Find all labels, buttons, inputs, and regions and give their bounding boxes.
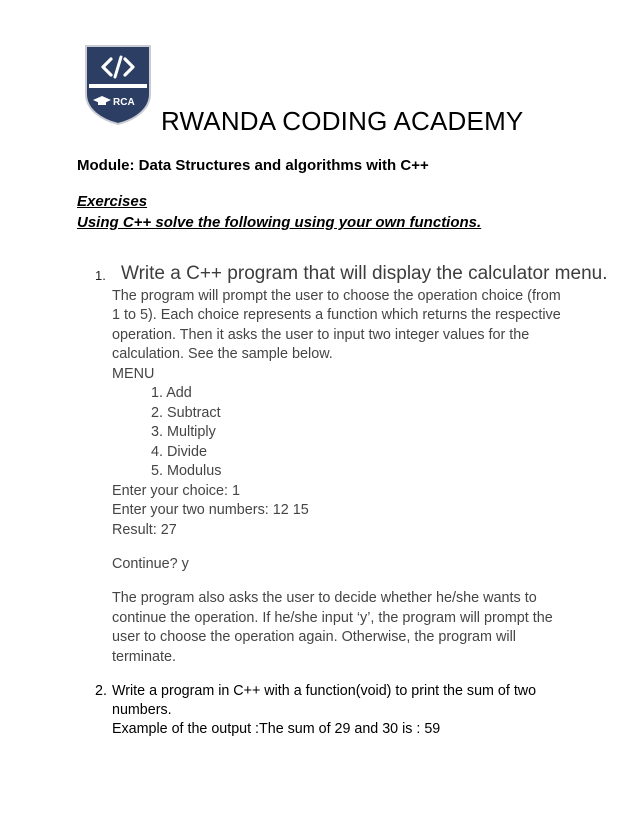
menu-title: MENU [112, 366, 155, 382]
sample-output-line: Enter your choice: 1 [112, 483, 240, 499]
exercises-instruction: Using C++ solve the following using your own functions. [77, 214, 482, 231]
question-1-paragraph-line: 1 to 5). Each choice represents a function which returns the respective [112, 307, 561, 323]
menu-item: 5. Modulus [151, 463, 222, 479]
organization-name: RWANDA CODING ACADEMY [161, 106, 524, 136]
sample-output-line: Result: 27 [112, 522, 177, 538]
closing-paragraph-line: user to choose the operation again. Otherwise, the program will [112, 629, 516, 645]
menu-item: 4. Divide [151, 444, 207, 460]
question-1-paragraph-line: The program will prompt the user to choose the operation choice (from [112, 288, 561, 304]
menu-item: 1. Add [151, 385, 192, 401]
question-1-paragraph-line: operation. Then it asks the user to input two integer values for the [112, 327, 530, 343]
question-1-number: 1. [95, 268, 106, 283]
continue-line: Continue? y [112, 556, 189, 572]
question-2-line: numbers. [112, 702, 172, 718]
question-2-example: Example of the output :The sum of 29 and 30 is : 59 [112, 721, 441, 737]
question-2-number: 2. [95, 683, 107, 699]
question-1-heading: Write a C++ program that will display the calculator menu. [121, 263, 608, 284]
logo-text: RCA [113, 97, 135, 108]
closing-paragraph-line: terminate. [112, 649, 176, 665]
exercises-title: Exercises [77, 193, 148, 210]
question-1-paragraph-line: calculation. See the sample below. [112, 346, 333, 362]
menu-item: 2. Subtract [151, 405, 221, 421]
question-2-line: Write a program in C++ with a function(void) to print the sum of two [112, 683, 537, 699]
module-title: Module: Data Structures and algorithms with C++ [77, 157, 429, 174]
menu-item: 3. Multiply [151, 424, 216, 440]
sample-output-line: Enter your two numbers: 12 15 [112, 502, 309, 518]
closing-paragraph-line: continue the operation. If he/she input ‘y’, the program will prompt the [112, 610, 553, 626]
closing-paragraph-line: The program also asks the user to decide whether he/she wants to [112, 590, 537, 606]
academy-logo [84, 44, 152, 126]
